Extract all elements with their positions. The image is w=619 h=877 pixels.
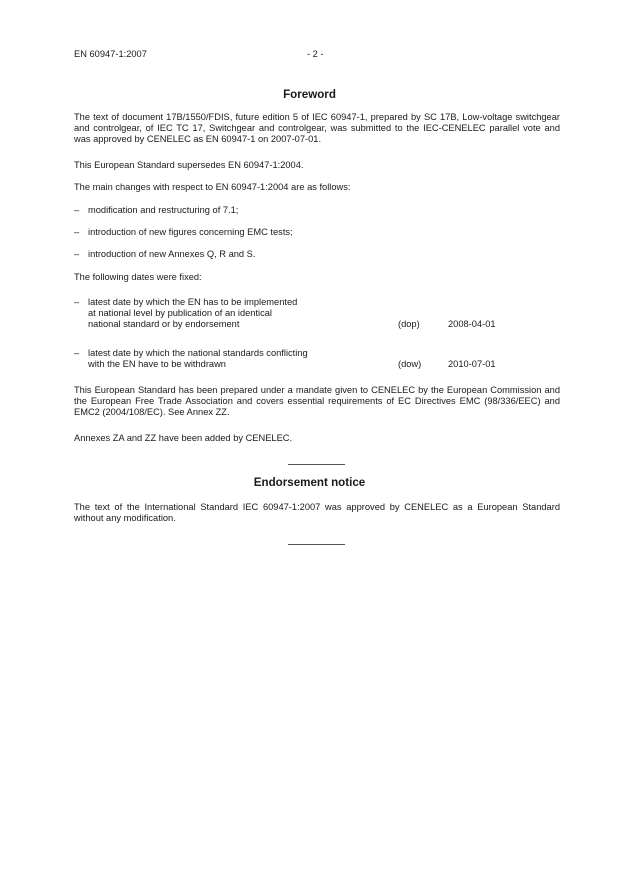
page-number: - 2 -	[307, 49, 324, 59]
endorsement-paragraph: The text of the International Standard IEC 60947-1:2007 was approved by CENELEC as a European Standard without any modification.	[74, 502, 560, 524]
document-id: EN 60947-1:2007	[74, 49, 147, 59]
list-dash: –	[74, 205, 80, 215]
date-item-line: national standard or by endorsement	[88, 319, 240, 330]
list-dash: –	[74, 348, 80, 358]
section-separator	[288, 544, 345, 545]
list-dash: –	[74, 297, 80, 307]
date-value: 2008-04-01	[448, 319, 496, 330]
date-item-dow	[74, 348, 560, 371]
date-item-line: with the EN have to be withdrawn	[88, 359, 226, 370]
date-item-line: latest date by which the EN has to be implemented	[88, 297, 298, 307]
date-item-line: latest date by which the national standards conflicting	[88, 348, 308, 358]
date-item-description	[88, 348, 388, 370]
date-code: (dop)	[398, 319, 420, 330]
supersedes-paragraph: This European Standard supersedes EN 60947-1:2004.	[74, 160, 304, 170]
change-item-text: modification and restructuring of 7.1;	[88, 205, 239, 215]
list-dash: –	[74, 227, 80, 237]
changes-intro-paragraph: The main changes with respect to EN 60947-1:2004 are as follows:	[74, 182, 351, 192]
date-value: 2010-07-01	[448, 359, 496, 370]
section-separator	[288, 464, 345, 465]
change-item-text: introduction of new figures concerning EMC tests;	[88, 227, 293, 237]
annexes-paragraph: Annexes ZA and ZZ have been added by CENELEC.	[74, 433, 293, 443]
date-item-dop	[74, 297, 560, 331]
date-item-description	[88, 297, 388, 331]
list-dash: –	[74, 249, 80, 259]
endorsement-heading: Endorsement notice	[253, 476, 366, 489]
date-code: (dow)	[398, 359, 422, 370]
foreword-intro-paragraph: The text of document 17B/1550/FDIS, future edition 5 of IEC 60947-1, prepared by SC 17B, Low-voltage switchgear and controlgear, of IEC TC 17, Switchgear and controlgear, was submitted to the IEC-CENELEC parallel vote and was approved by CENELEC as EN 60947-1 on 2007-07-01.	[74, 112, 560, 145]
change-item-text: introduction of new Annexes Q, R and S.	[88, 249, 256, 259]
dates-intro-paragraph: The following dates were fixed:	[74, 272, 202, 282]
mandate-paragraph: This European Standard has been prepared under a mandate given to CENELEC by the European Commission and the European Free Trade Association and covers essential requirements of EC Directives EMC (98/336/EEC) and EMC2 (2004/108/EC). See Annex ZZ.	[74, 385, 560, 418]
foreword-heading: Foreword	[283, 88, 336, 101]
date-item-line: at national level by publication of an identical	[88, 308, 272, 319]
